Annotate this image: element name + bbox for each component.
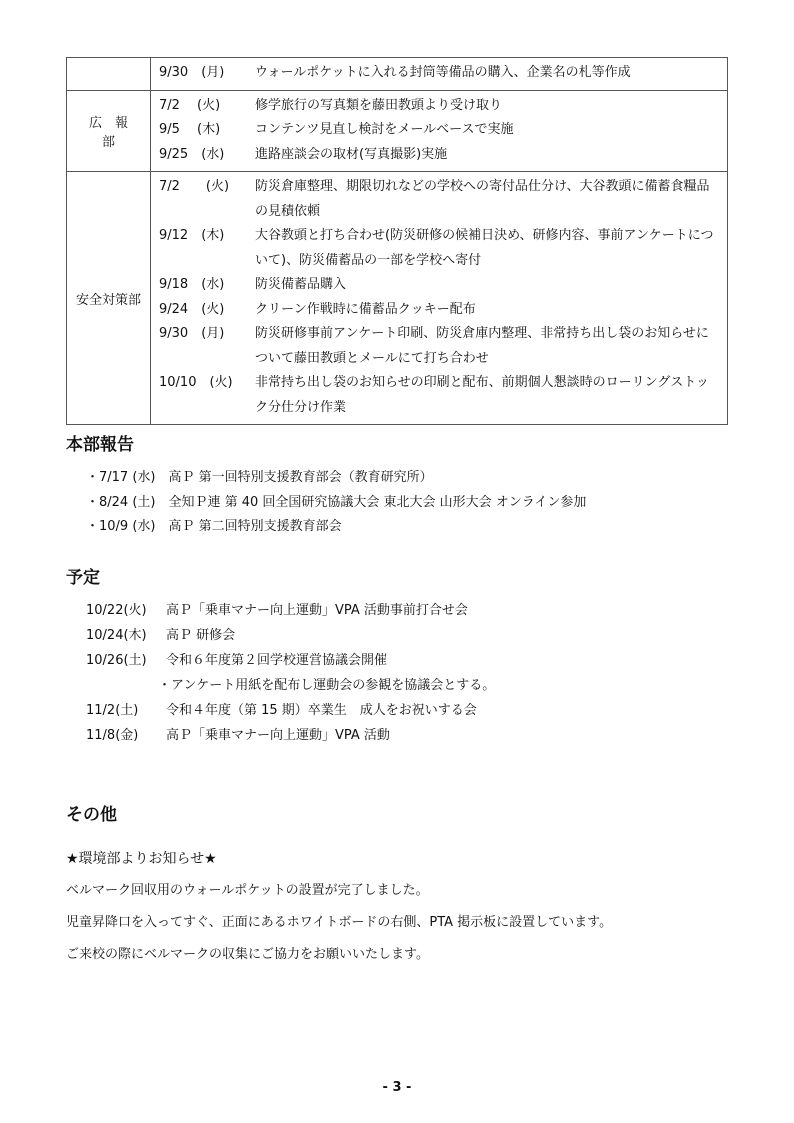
schedule-text: ・アンケート用紙を配布し運動会の参観を協議会とする。 — [158, 678, 496, 693]
activity-text: 大谷教頭と打ち合わせ(防災研修の候補日決め、研修内容、事前アンケートについて)、防災備蓄品の一部を学校へ寄付 — [255, 228, 714, 268]
schedule-date: 11/2(土) — [86, 703, 139, 718]
table-row — [67, 90, 728, 172]
activity-text: 防災備蓄品購入 — [255, 277, 347, 292]
dept-cell: 広報部 — [67, 90, 151, 172]
list-item — [86, 723, 495, 748]
schedule-date: 10/26(土) — [86, 653, 147, 668]
activity-date: 9/5 (木) — [159, 122, 221, 137]
activity-date: 7/2 (火) — [159, 179, 230, 194]
activity-item — [159, 322, 721, 371]
activity-item — [159, 143, 721, 168]
notice-line: ご来校の際にベルマークの収集にご協力をお願いいたします。 — [66, 947, 429, 962]
activity-text: クリーン作戦時に備蓄品クッキー配布 — [255, 301, 476, 317]
activity-item — [159, 371, 721, 420]
activity-item — [159, 94, 721, 119]
activity-date: 9/30 (月) — [159, 65, 225, 80]
list-item — [86, 623, 495, 648]
activity-item — [159, 61, 721, 86]
schedule-date: 10/22(火) — [86, 603, 147, 618]
activity-text: 防災研修事前アンケート印刷、防災倉庫内整理、非常持ち出し袋のお知らせについて藤田教頭とメールにて打ち合わせ — [255, 326, 709, 366]
activity-date: 9/24 (火) — [159, 301, 225, 317]
activity-date: 9/30 (月) — [159, 326, 225, 341]
schedule-text: 令和６年度第２回学校運営協議会開催 — [166, 653, 388, 668]
schedule-text: 高Ｐ「乗車マナー向上運動」VPA 活動 — [166, 728, 390, 743]
activity-text: 非常持ち出し袋のお知らせの印刷と配布、前期個人懇談時のローリングストック分仕分け作業 — [255, 375, 709, 415]
activity-date: 9/12 (木) — [159, 228, 225, 243]
list-item — [86, 648, 495, 673]
schedule-list — [86, 598, 495, 748]
items-cell — [151, 172, 728, 425]
activity-date: 10/10 (火) — [159, 375, 233, 390]
schedule-text: 高Ｐ 研修会 — [166, 628, 236, 643]
other-heading: その他 — [66, 805, 117, 825]
schedule-heading: 予定 — [66, 568, 100, 588]
list-item: ・8/24 (土) 全知Ｐ連 第 40 回全国研究協議大会 東北大会 山形大会 オンライン参加 — [86, 494, 587, 510]
activity-text: 進路座談会の取材(写真撮影)実施 — [255, 146, 448, 162]
notice-title: ★環境部よりお知らせ★ — [66, 851, 217, 867]
dept-cell: 安全対策部 — [67, 172, 151, 425]
activity-date: 9/25 (水) — [159, 146, 225, 162]
activity-date: 9/18 (水) — [159, 277, 225, 292]
items-cell — [151, 58, 728, 91]
schedule-date: 10/24(木) — [86, 628, 147, 643]
activity-text: 防災倉庫整理、期限切れなどの学校への寄付品仕分け、大谷教頭に備蓄食糧品の見積依頼 — [255, 179, 710, 219]
items-cell — [151, 90, 728, 172]
schedule-text: 高Ｐ「乗車マナー向上運動」VPA 活動事前打合せ会 — [166, 603, 468, 618]
schedule-text: 令和４年度（第 15 期）卒業生 成人をお祝いする会 — [166, 703, 477, 718]
activity-item — [159, 175, 721, 224]
report-heading: 本部報告 — [66, 435, 134, 455]
activity-item — [159, 298, 721, 323]
notice-line: 児童昇降口を入ってすぐ、正面にあるホワイトボードの右側、PTA 掲示板に設置しています。 — [66, 915, 613, 930]
report-list — [86, 466, 586, 540]
activity-date: 7/2 (火) — [159, 97, 221, 113]
notice-line: ベルマーク回収用のウォールポケットの設置が完了しました。 — [66, 883, 429, 898]
list-item: ・10/9 (水) 高Ｐ 第二回特別支援教育部会 — [86, 519, 342, 534]
activity-table — [66, 57, 728, 425]
list-item — [86, 698, 495, 723]
list-item: ・7/17 (水) 高Ｐ 第一回特別支援教育部会（教育研究所） — [86, 470, 433, 485]
activity-text: 修学旅行の写真類を藤田教頭より受け取り — [255, 97, 503, 113]
activity-text: ウォールポケットに入れる封筒等備品の購入、企業名の札等作成 — [255, 65, 631, 80]
page-number: - 3 - — [382, 1080, 412, 1095]
activity-item — [159, 118, 721, 143]
activity-text: コンテンツ見直し検討をメールベースで実施 — [255, 122, 514, 137]
activity-item — [159, 224, 721, 273]
list-item — [86, 673, 495, 698]
table-row — [67, 58, 728, 91]
activity-item — [159, 273, 721, 298]
list-item — [86, 598, 495, 623]
schedule-date: 11/8(金) — [86, 728, 139, 743]
dept-cell — [67, 58, 151, 91]
table-row — [67, 172, 728, 425]
